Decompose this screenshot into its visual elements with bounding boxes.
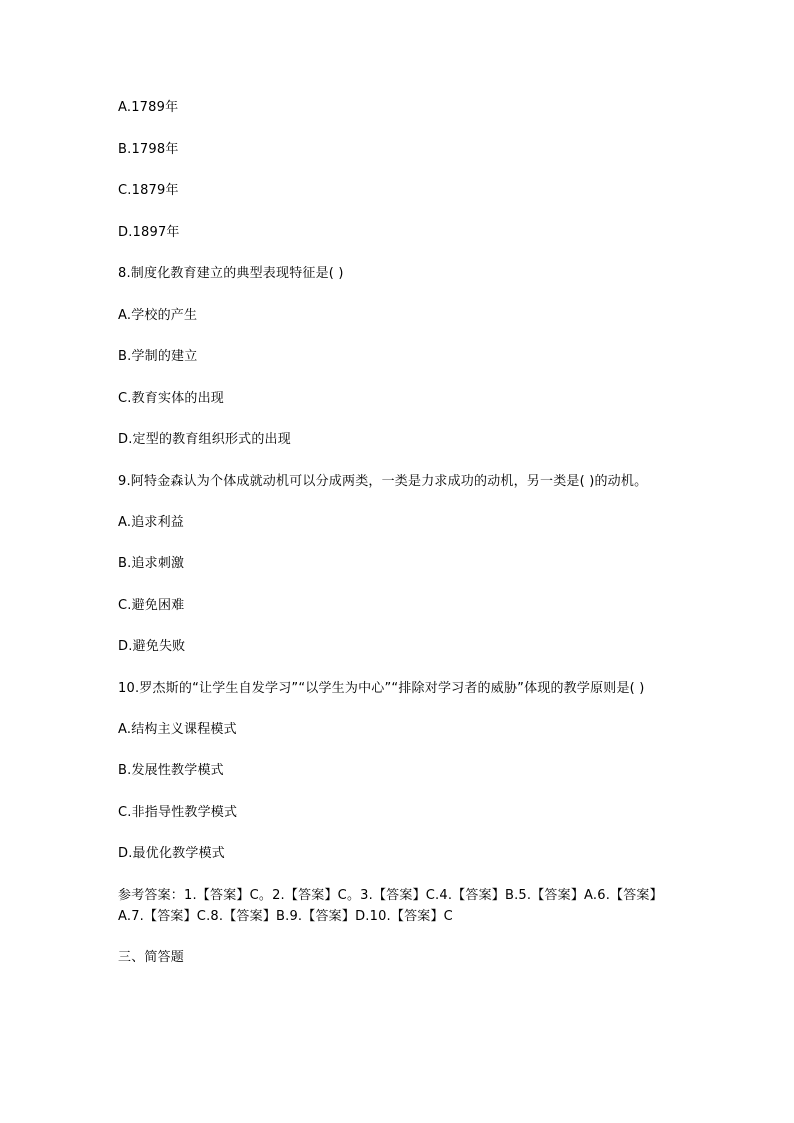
- q9-option-a: A.追求利益: [118, 514, 184, 530]
- q8-option-c: C.教育实体的出现: [118, 390, 225, 406]
- q10-option-c: C.非指导性教学模式: [118, 804, 238, 820]
- q9-option-d: D.避免失败: [118, 639, 186, 654]
- q7-option-c: C.1879年: [118, 183, 179, 198]
- answer-key: 参考答案：1.【答案】C。2.【答案】C。3.【答案】C.4.【答案】B.5.【答案】A.6.【答案】A.7.【答案】C.8.【答案】B.9.【答案】D.10.【答案】C: [118, 887, 663, 924]
- q9-option-c: C.避免困难: [118, 597, 185, 613]
- q7-option-b: B.1798年: [118, 141, 179, 157]
- q8-option-d: D.定型的教育组织形式的出现: [118, 432, 291, 447]
- q10-option-d: D.最优化教学模式: [118, 846, 225, 861]
- q7-option-d: D.1897年: [118, 224, 180, 240]
- q10-option-a: A.结构主义课程模式: [118, 721, 237, 737]
- q8-option-a: A.学校的产生: [118, 307, 198, 323]
- q9-option-b: B.追求刺激: [118, 556, 185, 571]
- q7-option-a: A.1789年: [118, 100, 179, 115]
- q10-option-b: B.发展性教学模式: [118, 763, 224, 778]
- q10-stem: 10.罗杰斯的“让学生自发学习”“以学生为中心”“排除对学习者的威胁”体现的教学原则是( ): [118, 680, 645, 696]
- document-page: [118, 97, 674, 988]
- q8-option-b: B.学制的建立: [118, 349, 198, 364]
- q9-stem: 9.阿特金森认为个体成就动机可以分成两类，一类是力求成功的动机，另一类是( )的动机。: [118, 473, 648, 489]
- q8-stem: 8.制度化教育建立的典型表现特征是( ): [118, 266, 344, 281]
- section-heading: 三、简答题: [118, 949, 185, 965]
